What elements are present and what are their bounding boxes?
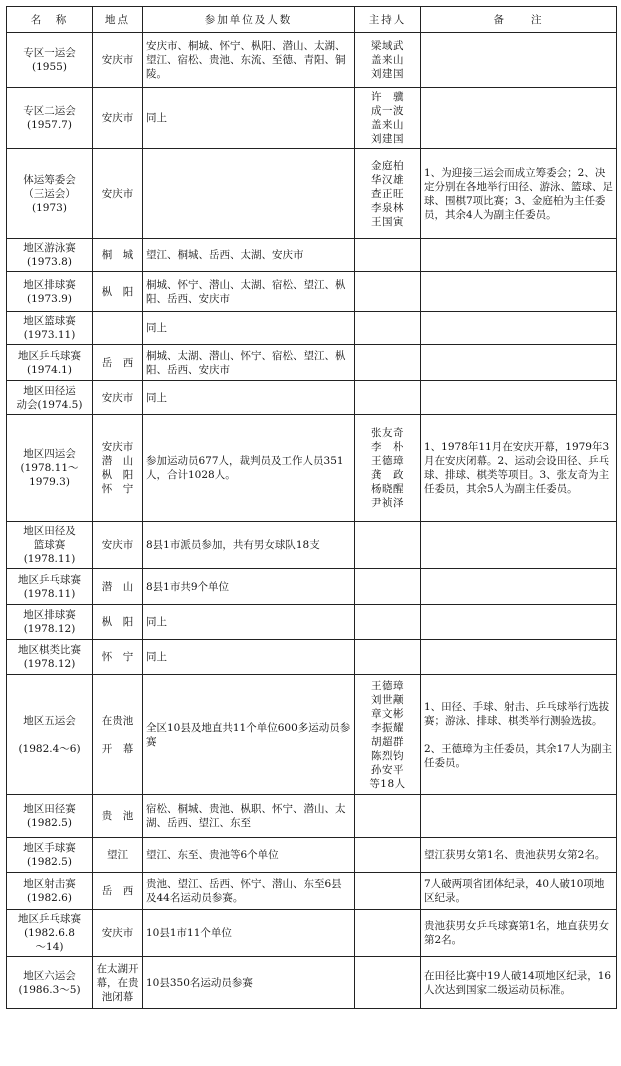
cell-remarks — [421, 33, 617, 88]
cell-location: 枞 阳 — [93, 605, 143, 640]
cell-host — [355, 910, 421, 957]
cell-location: 岳 西 — [93, 345, 143, 381]
cell-name: 地区乒乓球赛 (1982.6.8 ～14) — [7, 910, 93, 957]
cell-remarks: 1、田径、手球、射击、乒乓球举行选拔赛；游泳、排球、棋类举行测验选拔。 2、王德璋为主任委员，其余17人为副主任委员。 — [421, 675, 617, 795]
cell-remarks: 1、为迎接三运会而成立筹委会；2、决定分别在各地举行田径、游泳、篮球、足球、围棋7项比赛；3、金庭柏为主任委员，其余4人为副主任委员。 — [421, 149, 617, 239]
table-row — [7, 312, 617, 345]
header-row — [7, 7, 617, 33]
table-row — [7, 345, 617, 381]
table-row — [7, 873, 617, 910]
cell-remarks — [421, 381, 617, 415]
cell-host — [355, 957, 421, 1009]
cell-location: 桐 城 — [93, 239, 143, 272]
table-row — [7, 522, 617, 569]
cell-name: 地区棋类比赛 (1978.12) — [7, 640, 93, 675]
cell-participants: 望江、桐城、岳西、太湖、安庆市 — [143, 239, 355, 272]
cell-remarks: 7人破两项省团体纪录，40人破10项地区纪录。 — [421, 873, 617, 910]
table-row — [7, 838, 617, 873]
cell-location: 在贵池 开 幕 — [93, 675, 143, 795]
cell-location — [93, 312, 143, 345]
cell-name: 地区手球赛 (1982.5) — [7, 838, 93, 873]
table-header — [7, 7, 617, 33]
cell-host — [355, 640, 421, 675]
cell-remarks — [421, 569, 617, 605]
cell-participants: 安庆市、桐城、怀宁、枞阳、潜山、太湖、望江、宿松、贵池、东流、至德、青阳、铜陵。 — [143, 33, 355, 88]
table-row — [7, 605, 617, 640]
cell-host — [355, 381, 421, 415]
cell-remarks — [421, 795, 617, 838]
cell-location: 怀 宁 — [93, 640, 143, 675]
cell-participants: 8县1市共9个单位 — [143, 569, 355, 605]
cell-name: 地区游泳赛 (1973.8) — [7, 239, 93, 272]
cell-participants: 宿松、桐城、贵池、枞职、怀宁、潜山、太湖、岳西、望江、东至 — [143, 795, 355, 838]
cell-host: 张友奇 李 朴 王德璋 龚 政 杨晓醒 尹祯泽 — [355, 415, 421, 522]
cell-host: 梁域武 盖来山 刘建国 — [355, 33, 421, 88]
table-row — [7, 33, 617, 88]
cell-location: 岳 西 — [93, 873, 143, 910]
cell-remarks — [421, 345, 617, 381]
cell-host — [355, 605, 421, 640]
cell-participants: 全区10县及地直共11个单位600多运动员参赛 — [143, 675, 355, 795]
cell-location: 安庆市 — [93, 149, 143, 239]
header-remarks: 备 注 — [421, 7, 617, 33]
cell-participants: 8县1市派员参加，共有男女球队18支 — [143, 522, 355, 569]
cell-participants: 10县1市11个单位 — [143, 910, 355, 957]
cell-host — [355, 345, 421, 381]
cell-participants: 同上 — [143, 640, 355, 675]
cell-location: 潜 山 — [93, 569, 143, 605]
table-row — [7, 640, 617, 675]
cell-location: 安庆市 — [93, 88, 143, 149]
cell-remarks — [421, 88, 617, 149]
cell-participants: 同上 — [143, 88, 355, 149]
table-row — [7, 675, 617, 795]
cell-host — [355, 239, 421, 272]
header-name: 名 称 — [7, 7, 93, 33]
cell-host — [355, 873, 421, 910]
table-body — [7, 33, 617, 1009]
cell-host: 金庭柏 华汉雄 查正旺 李泉林 王国寅 — [355, 149, 421, 239]
cell-remarks — [421, 272, 617, 312]
cell-remarks — [421, 640, 617, 675]
cell-host — [355, 569, 421, 605]
cell-participants: 桐城、怀宁、潜山、太湖、宿松、望江、枞阳、岳西、安庆市 — [143, 272, 355, 312]
cell-location: 安庆市 — [93, 522, 143, 569]
cell-remarks: 望江获男女第1名、贵池获男女第2名。 — [421, 838, 617, 873]
cell-participants: 同上 — [143, 381, 355, 415]
table-row — [7, 910, 617, 957]
cell-location: 安庆市 — [93, 910, 143, 957]
cell-location: 安庆市 — [93, 33, 143, 88]
cell-name: 地区田径赛 (1982.5) — [7, 795, 93, 838]
cell-participants: 望江、东至、贵池等6个单位 — [143, 838, 355, 873]
cell-name: 地区乒乓球赛 (1974.1) — [7, 345, 93, 381]
cell-host — [355, 795, 421, 838]
cell-participants: 贵池、望江、岳西、怀宁、潜山、东至6县及44名运动员参赛。 — [143, 873, 355, 910]
cell-participants — [143, 149, 355, 239]
cell-name: 地区排球赛 (1973.9) — [7, 272, 93, 312]
cell-participants: 桐城、太湖、潜山、怀宁、宿松、望江、枞阳、岳西、安庆市 — [143, 345, 355, 381]
table-row — [7, 795, 617, 838]
cell-host — [355, 522, 421, 569]
cell-remarks — [421, 522, 617, 569]
cell-name: 专区一运会 (1955) — [7, 33, 93, 88]
cell-name: 专区二运会 (1957.7) — [7, 88, 93, 149]
cell-location: 枞 阳 — [93, 272, 143, 312]
cell-remarks: 1、1978年11月在安庆开幕，1979年3月在安庆闭幕。2、运动会设田径、乒乓球、排球、棋类等项目。3、张友奇为主任委员，其余5人为副主任委员。 — [421, 415, 617, 522]
cell-name: 地区篮球赛 (1973.11) — [7, 312, 93, 345]
table-row — [7, 239, 617, 272]
cell-participants: 10县350名运动员参赛 — [143, 957, 355, 1009]
cell-name: 体运筹委会 （三运会） (1973) — [7, 149, 93, 239]
cell-name: 地区乒乓球赛 (1978.11) — [7, 569, 93, 605]
cell-remarks: 在田径比赛中19人破14项地区纪录，16人次达到国家二级运动员标准。 — [421, 957, 617, 1009]
cell-remarks — [421, 605, 617, 640]
cell-location: 贵 池 — [93, 795, 143, 838]
header-participants: 参加单位及人数 — [143, 7, 355, 33]
cell-remarks — [421, 312, 617, 345]
cell-host — [355, 838, 421, 873]
cell-host — [355, 272, 421, 312]
cell-remarks — [421, 239, 617, 272]
cell-host: 许 骥 成一波 盖来山 刘建国 — [355, 88, 421, 149]
cell-host: 王德璋 刘世颟 章文彬 李振耀 胡超群 陈烈钧 孙安平 等18人 — [355, 675, 421, 795]
cell-name: 地区田径运 动会(1974.5) — [7, 381, 93, 415]
table-row — [7, 88, 617, 149]
sports-events-table — [6, 6, 617, 1009]
cell-participants: 同上 — [143, 312, 355, 345]
table-row — [7, 415, 617, 522]
cell-remarks: 贵池获男女乒乓球赛第1名，地直获男女第2名。 — [421, 910, 617, 957]
cell-location: 在太湖开幕，在贵池闭幕 — [93, 957, 143, 1009]
cell-location: 安庆市 潜 山 枞 阳 怀 宁 — [93, 415, 143, 522]
cell-participants: 参加运动员677人，裁判员及工作人员351人，合计1028人。 — [143, 415, 355, 522]
table-row — [7, 569, 617, 605]
table-row — [7, 149, 617, 239]
cell-name: 地区五运会 (1982.4～6) — [7, 675, 93, 795]
table-row — [7, 381, 617, 415]
cell-name: 地区四运会 (1978.11～ 1979.3) — [7, 415, 93, 522]
cell-name: 地区田径及 篮球赛 (1978.11) — [7, 522, 93, 569]
cell-name: 地区排球赛 (1978.12) — [7, 605, 93, 640]
table-row — [7, 957, 617, 1009]
cell-participants: 同上 — [143, 605, 355, 640]
cell-name: 地区六运会 (1986.3～5) — [7, 957, 93, 1009]
table-row — [7, 272, 617, 312]
header-host: 主持人 — [355, 7, 421, 33]
cell-name: 地区射击赛 (1982.6) — [7, 873, 93, 910]
cell-location: 安庆市 — [93, 381, 143, 415]
cell-host — [355, 312, 421, 345]
cell-location: 望江 — [93, 838, 143, 873]
header-location: 地点 — [93, 7, 143, 33]
